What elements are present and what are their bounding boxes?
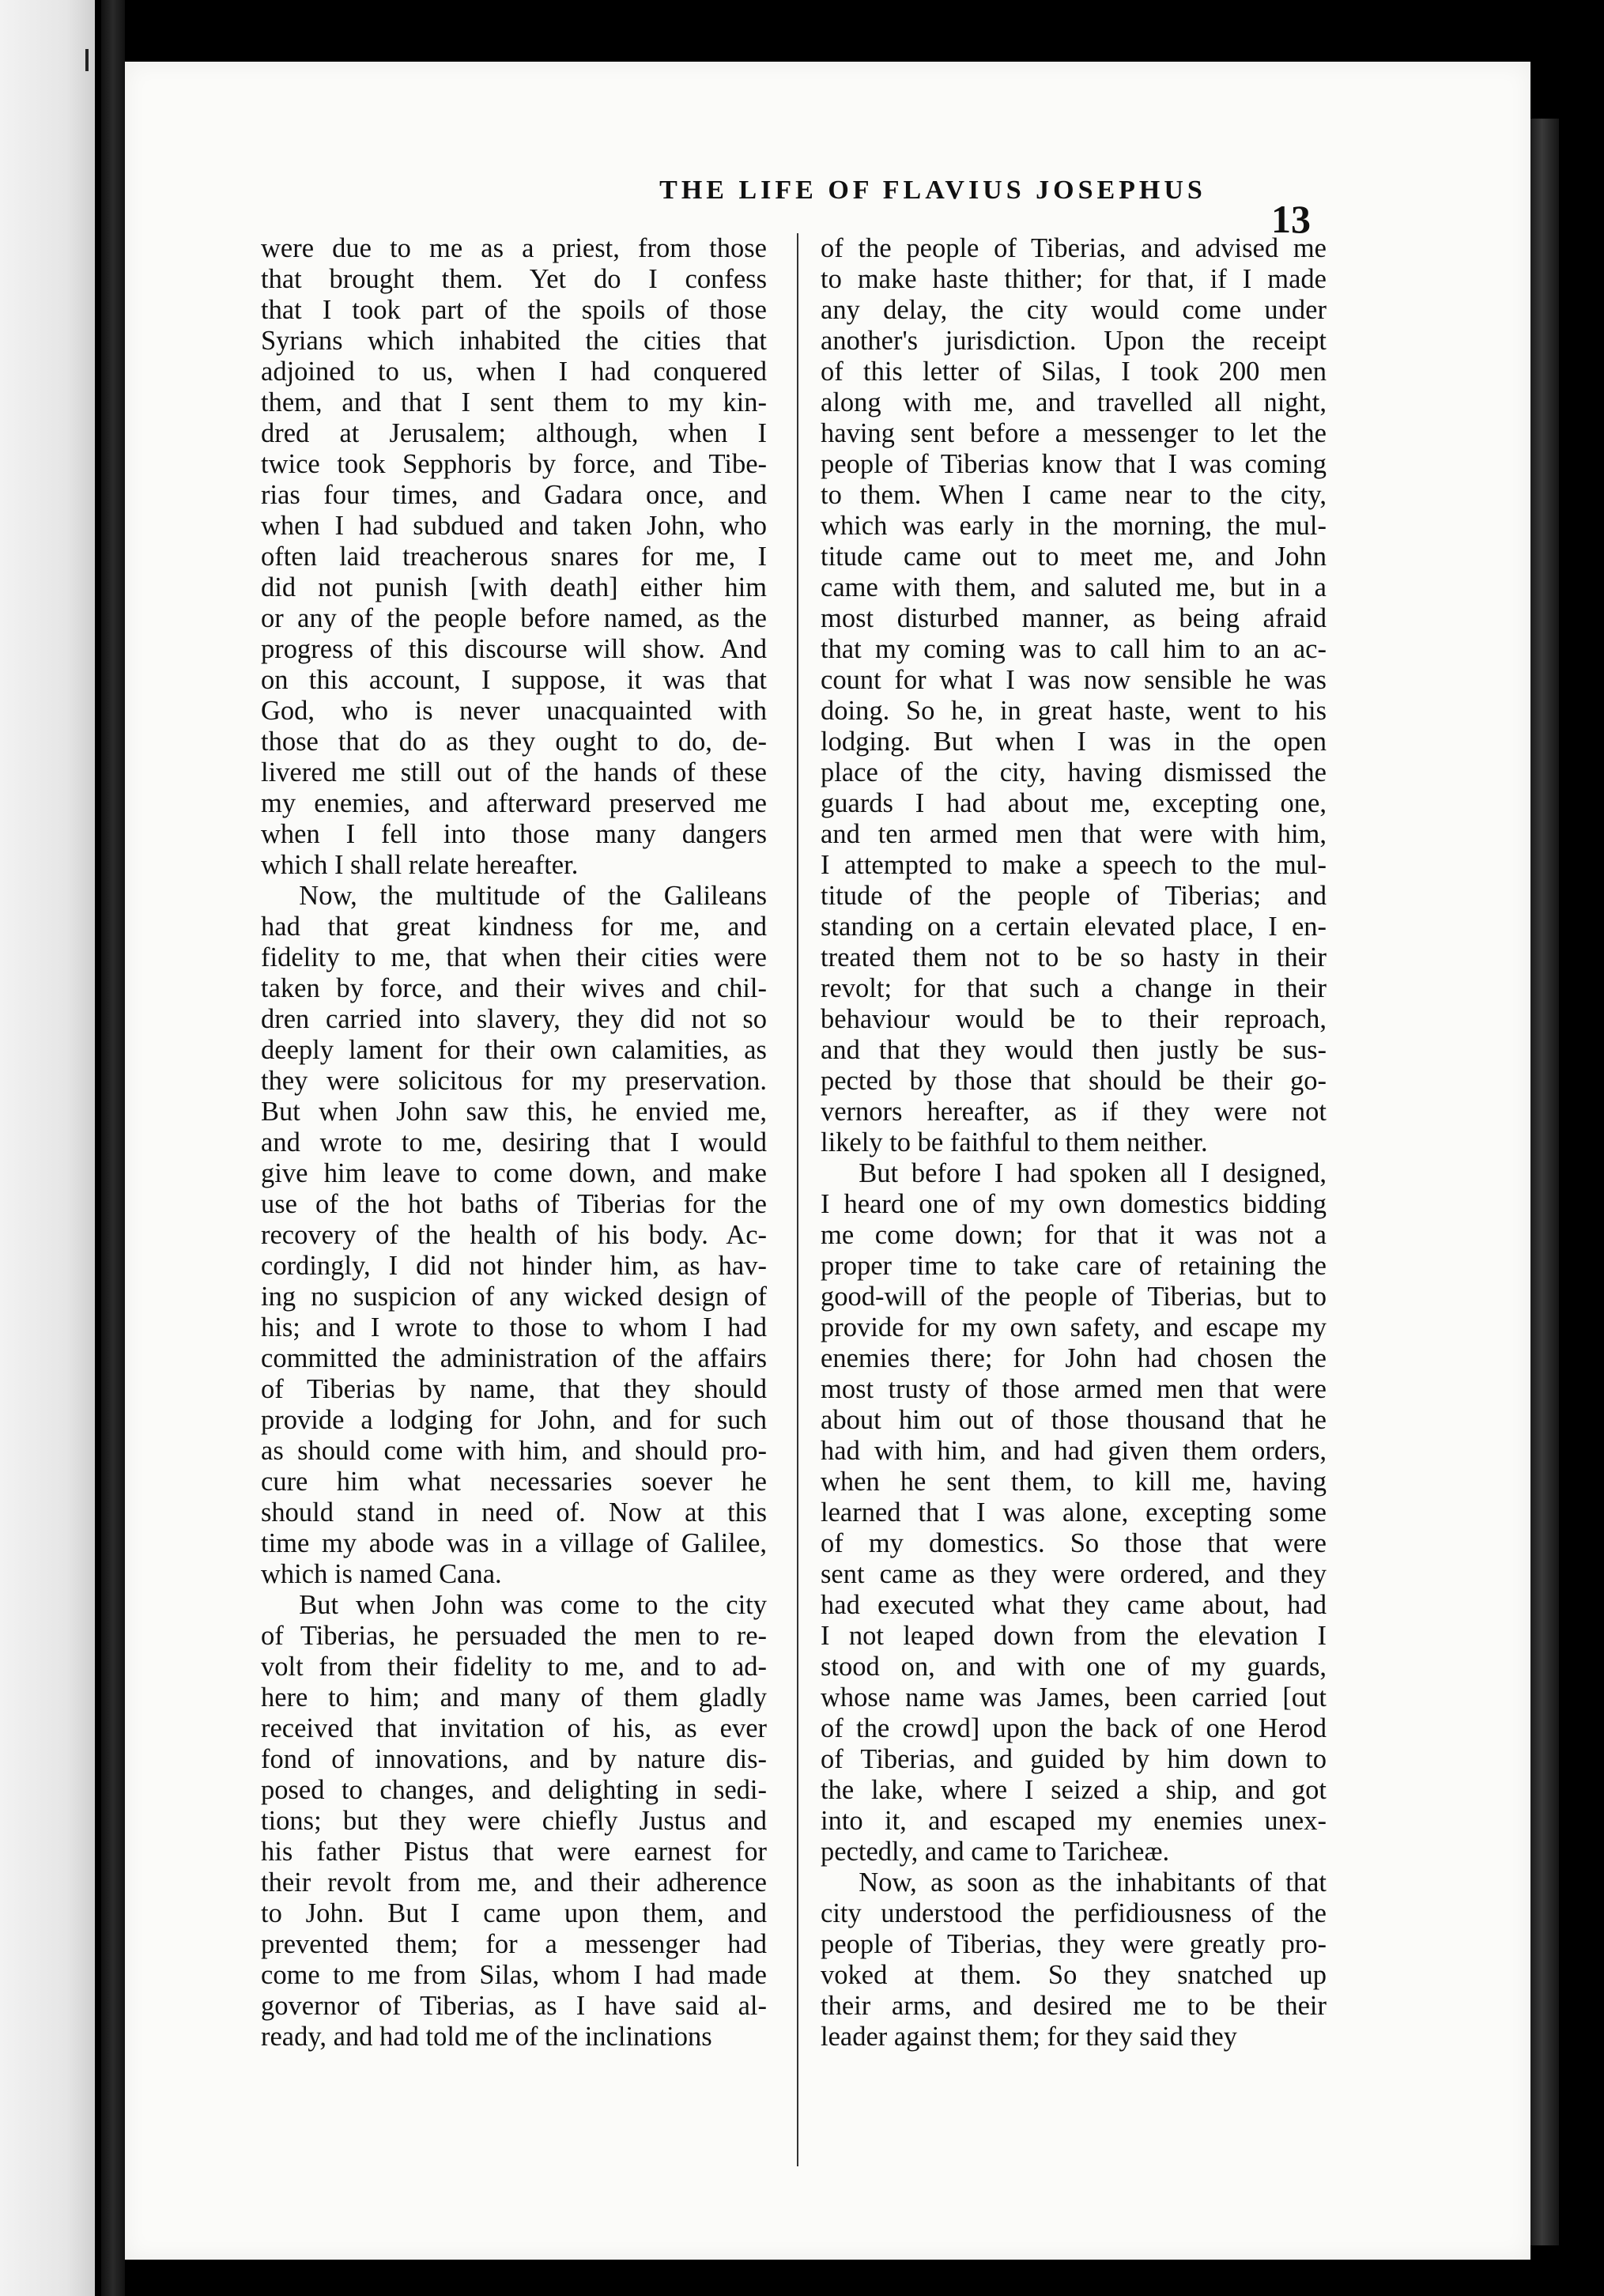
- text-line: recovery of the health of his body. Ac-: [261, 1220, 767, 1250]
- text-line: pected by those that should be their go-: [821, 1066, 1327, 1096]
- text-line: that I took part of the spoils of those: [261, 295, 767, 325]
- text-line: my enemies, and afterward preserved me: [261, 788, 767, 818]
- text-line: having sent before a messenger to let the: [821, 418, 1327, 448]
- previous-page-margin: [0, 0, 95, 2296]
- text-line: proper time to take care of retaining the: [821, 1251, 1327, 1281]
- text-line: titude of the people of Tiberias; and: [821, 881, 1327, 911]
- text-line: count for what I was now sensible he was: [821, 665, 1327, 695]
- text-line: posed to changes, and delighting in sedi-: [261, 1775, 767, 1805]
- left-text-column: [261, 233, 767, 2052]
- text-line: titude came out to meet me, and John: [821, 542, 1327, 572]
- text-line: their arms, and desired me to be their: [821, 1991, 1327, 2021]
- text-line: along with me, and travelled all night,: [821, 387, 1327, 417]
- text-line: whose name was James, been carried [out: [821, 1682, 1327, 1713]
- text-line: deeply lament for their own calamities, as: [261, 1035, 767, 1065]
- text-line: when I had subdued and taken John, who: [261, 511, 767, 541]
- text-line: people of Tiberias, they were greatly pro-: [821, 1929, 1327, 1959]
- text-line: standing on a certain elevated place, I en-: [821, 912, 1327, 942]
- page-number: 13: [1271, 197, 1311, 241]
- text-line: or any of the people before named, as the: [261, 603, 767, 633]
- text-line: did not punish [with death] either him: [261, 572, 767, 602]
- text-line: good-will of the people of Tiberias, but to: [821, 1282, 1327, 1312]
- text-line: stood on, and with one of my guards,: [821, 1652, 1327, 1682]
- text-line: voked at them. So they snatched up: [821, 1960, 1327, 1990]
- text-line: they were solicitous for my preservation.: [261, 1066, 767, 1096]
- text-line: which is named Cana.: [261, 1559, 502, 1589]
- text-line: doing. So he, in great haste, went to his: [821, 696, 1327, 726]
- text-line: most trusty of those armed men that were: [821, 1374, 1327, 1404]
- text-line: Now, as soon as the inhabitants of that: [859, 1867, 1327, 1898]
- text-line: tions; but they were chiefly Justus and: [261, 1806, 767, 1836]
- text-line: dred at Jerusalem; although, when I: [261, 418, 767, 448]
- text-line: cordingly, I did not hinder him, as hav-: [261, 1251, 767, 1281]
- text-line: the lake, where I seized a ship, and got: [821, 1775, 1327, 1805]
- text-line: which was early in the morning, the mul-: [821, 511, 1327, 541]
- text-line: and that they would then justly be sus-: [821, 1035, 1327, 1065]
- text-line: often laid treacherous snares for me, I: [261, 542, 767, 572]
- text-line: vernors hereafter, as if they were not: [821, 1097, 1327, 1127]
- text-line: governor of Tiberias, as I have said al-: [261, 1991, 767, 2021]
- text-line: of Tiberias, he persuaded the men to re-: [261, 1621, 767, 1651]
- text-line: as should come with him, and should pro-: [261, 1436, 767, 1466]
- text-line: his father Pistus that were earnest for: [261, 1837, 767, 1867]
- text-line: had with him, and had given them orders,: [821, 1436, 1327, 1466]
- running-head: THE LIFE OF FLAVIUS JOSEPHUS: [659, 176, 1206, 205]
- text-line: me come down; for that it was not a: [821, 1220, 1327, 1250]
- column-divider: [797, 233, 798, 2166]
- text-line: of this letter of Silas, I took 200 men: [821, 357, 1327, 387]
- text-line: ready, and had told me of the inclinations: [261, 2022, 712, 2052]
- text-line: adjoined to us, when I had conquered: [261, 357, 767, 387]
- text-line: cure him what necessaries soever he: [261, 1467, 767, 1497]
- text-line: them, and that I sent them to my kin-: [261, 387, 767, 417]
- text-line: guards I had about me, excepting one,: [821, 788, 1327, 818]
- text-line: any delay, the city would come under: [821, 295, 1327, 325]
- text-line: when he sent them, to kill me, having: [821, 1467, 1327, 1497]
- text-line: fidelity to me, that when their cities were: [261, 942, 767, 972]
- text-line: likely to be faithful to them neither.: [821, 1127, 1208, 1157]
- text-line: and wrote to me, desiring that I would: [261, 1127, 767, 1157]
- text-line: their revolt from me, and their adherence: [261, 1867, 767, 1898]
- paragraph: [821, 1158, 1327, 1867]
- text-line: progress of this discourse will show. And: [261, 634, 767, 664]
- text-line: twice took Sepphoris by force, and Tibe-: [261, 449, 767, 479]
- text-line: revolt; for that such a change in their: [821, 973, 1327, 1003]
- text-line: here to him; and many of them gladly: [261, 1682, 767, 1713]
- text-line: had executed what they came about, had: [821, 1590, 1327, 1620]
- text-line: taken by force, and their wives and chil-: [261, 973, 767, 1003]
- text-line: God, who is never unacquainted with: [261, 696, 767, 726]
- paragraph: [261, 233, 767, 881]
- page-mark: [85, 49, 89, 71]
- text-line: treated them not to be so hasty in their: [821, 942, 1327, 972]
- text-line: received that invitation of his, as ever: [261, 1713, 767, 1743]
- text-line: place of the city, having dismissed the: [821, 757, 1327, 787]
- text-line: dren carried into slavery, they did not so: [261, 1004, 767, 1034]
- text-line: and ten armed men that were with him,: [821, 819, 1327, 849]
- text-line: on this account, I suppose, it was that: [261, 665, 767, 695]
- text-line: lodging. But when I was in the open: [821, 727, 1327, 757]
- text-line: use of the hot baths of Tiberias for the: [261, 1189, 767, 1219]
- text-line: provide for my own safety, and escape my: [821, 1312, 1327, 1342]
- text-line: leader against them; for they said they: [821, 2022, 1237, 2052]
- text-line: about him out of those thousand that he: [821, 1405, 1327, 1435]
- text-line: of the people of Tiberias, and advised me: [821, 233, 1327, 263]
- text-line: of the crowd] upon the back of one Herod: [821, 1713, 1327, 1743]
- text-line: when I fell into those many dangers: [261, 819, 767, 849]
- text-line: provide a lodging for John, and for such: [261, 1405, 767, 1435]
- text-line: behaviour would be to their reproach,: [821, 1004, 1327, 1034]
- text-line: that my coming was to call him to an ac-: [821, 634, 1327, 664]
- text-line: had that great kindness for me, and: [261, 912, 767, 942]
- text-line: should stand in need of. Now at this: [261, 1497, 767, 1528]
- text-line: But when John saw this, he envied me,: [261, 1097, 767, 1127]
- text-line: that brought them. Yet do I confess: [261, 264, 767, 294]
- text-line: I heard one of my own domestics bidding: [821, 1189, 1327, 1219]
- paragraph: [821, 1867, 1327, 2052]
- paragraph: [261, 1590, 767, 2052]
- page-edge-shadow: [1530, 119, 1559, 2245]
- text-line: But before I had spoken all I designed,: [859, 1158, 1327, 1188]
- text-line: of Tiberias by name, that they should: [261, 1374, 767, 1404]
- text-line: city understood the perfidiousness of the: [821, 1898, 1327, 1928]
- right-text-column: [821, 233, 1327, 2052]
- text-line: to John. But I came upon them, and: [261, 1898, 767, 1928]
- text-line: another's jurisdiction. Upon the receipt: [821, 326, 1327, 356]
- text-line: into it, and escaped my enemies unex-: [821, 1806, 1327, 1836]
- text-line: Syrians which inhabited the cities that: [261, 326, 767, 356]
- text-line: rias four times, and Gadara once, and: [261, 480, 767, 510]
- text-line: sent came as they were ordered, and they: [821, 1559, 1327, 1589]
- text-line: give him leave to come down, and make: [261, 1158, 767, 1188]
- text-line: most disturbed manner, as being afraid: [821, 603, 1327, 633]
- text-line: which I shall relate hereafter.: [261, 850, 579, 880]
- text-line: of Tiberias, and guided by him down to: [821, 1744, 1327, 1774]
- text-line: to make haste thither; for that, if I made: [821, 264, 1327, 294]
- text-line: livered me still out of the hands of these: [261, 757, 767, 787]
- text-line: prevented them; for a messenger had: [261, 1929, 767, 1959]
- text-line: pectedly, and came to Taricheæ.: [821, 1837, 1170, 1867]
- text-line: people of Tiberias know that I was coming: [821, 449, 1327, 479]
- text-line: I not leaped down from the elevation I: [821, 1621, 1327, 1651]
- text-line: volt from their fidelity to me, and to ad-: [261, 1652, 767, 1682]
- text-line: Now, the multitude of the Galileans: [299, 881, 767, 911]
- text-line: his; and I wrote to those to whom I had: [261, 1312, 767, 1342]
- text-line: come to me from Silas, whom I had made: [261, 1960, 767, 1990]
- paragraph: [261, 881, 767, 1590]
- text-line: fond of innovations, and by nature dis-: [261, 1744, 767, 1774]
- text-line: those that do as they ought to do, de-: [261, 727, 767, 757]
- text-line: of my domestics. So those that were: [821, 1528, 1327, 1558]
- paragraph: [821, 233, 1327, 1158]
- text-line: learned that I was alone, excepting some: [821, 1497, 1327, 1528]
- text-line: I attempted to make a speech to the mul-: [821, 850, 1327, 880]
- text-line: came with them, and saluted me, but in a: [821, 572, 1327, 602]
- text-line: enemies there; for John had chosen the: [821, 1343, 1327, 1373]
- text-line: But when John was come to the city: [299, 1590, 767, 1620]
- text-line: committed the administration of the affairs: [261, 1343, 767, 1373]
- text-line: ing no suspicion of any wicked design of: [261, 1282, 767, 1312]
- text-line: to them. When I came near to the city,: [821, 480, 1327, 510]
- text-line: time my abode was in a village of Galilee,: [261, 1528, 767, 1558]
- text-line: were due to me as a priest, from those: [261, 233, 767, 263]
- book-gutter: [101, 0, 125, 2296]
